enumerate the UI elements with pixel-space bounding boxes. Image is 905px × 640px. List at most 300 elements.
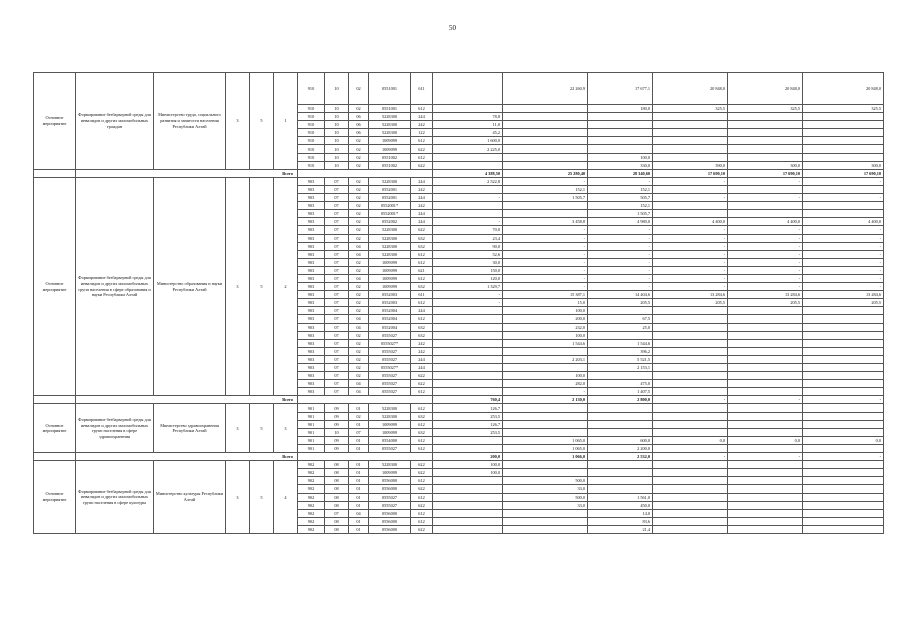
- value-cell-year-2: 1 065,0: [503, 436, 588, 444]
- value-cell-year-3: [588, 129, 653, 137]
- table-row: [34, 461, 884, 469]
- grbs-cell: 901: [298, 404, 325, 412]
- subsection-cell: 02: [349, 145, 369, 153]
- grbs-cell: 910: [298, 153, 325, 161]
- expense-type-cell: 612: [411, 444, 433, 452]
- expense-type-cell: 242: [411, 185, 433, 193]
- target-article-cell: 0552001*: [369, 202, 411, 210]
- value-cell-year-3: 396,2: [588, 347, 653, 355]
- subsection-cell: 02: [349, 347, 369, 355]
- subprogram-code-cell: 5: [250, 177, 274, 396]
- value-cell-year-1: [433, 323, 503, 331]
- value-cell-year-4: [653, 420, 728, 428]
- expense-type-cell: 622: [411, 380, 433, 388]
- target-article-cell: 5228300: [369, 412, 411, 420]
- expense-type-cell: 244: [411, 177, 433, 185]
- value-cell-year-5: [728, 315, 803, 323]
- value-cell-year-1: [433, 436, 503, 444]
- target-article-cell: 0555027*: [369, 364, 411, 372]
- value-cell-year-5: [728, 202, 803, 210]
- measure-code-cell: 3: [274, 404, 298, 453]
- value-cell-year-4: [653, 493, 728, 501]
- value-cell-year-2: 1 544,6: [503, 339, 588, 347]
- value-cell-year-3: 600,0: [588, 436, 653, 444]
- value-cell-year-2: -: [503, 266, 588, 274]
- subsection-cell: 02: [349, 210, 369, 218]
- value-cell-year-3: [588, 420, 653, 428]
- section-cell: 07: [325, 509, 349, 517]
- section-cell: 09: [325, 436, 349, 444]
- subsection-cell: 02: [349, 364, 369, 372]
- target-article-cell: 5228300: [369, 234, 411, 242]
- target-article-cell: 1009099: [369, 428, 411, 436]
- value-cell-year-2: 500,0: [503, 493, 588, 501]
- value-cell-year-1: 253,5: [433, 428, 503, 436]
- value-cell-year-1: 30,0: [433, 258, 503, 266]
- target-article-cell: 1009099: [369, 283, 411, 291]
- expense-type-cell: 612: [411, 315, 433, 323]
- section-cell: 07: [325, 355, 349, 363]
- total-value-year-2: 1 066,0: [503, 453, 588, 461]
- value-cell-year-1: 1 329,7: [433, 283, 503, 291]
- total-label: Всего: [76, 396, 298, 404]
- target-article-cell: 5228300: [369, 226, 411, 234]
- value-cell-year-6: [803, 347, 884, 355]
- value-cell-year-1: [433, 517, 503, 525]
- value-cell-year-5: -: [728, 177, 803, 185]
- total-value-year-1: 200,0: [433, 453, 503, 461]
- value-cell-year-5: [728, 339, 803, 347]
- grbs-cell: 903: [298, 274, 325, 282]
- value-cell-year-3: -: [588, 234, 653, 242]
- value-cell-year-6: [803, 428, 884, 436]
- subsection-cell: 02: [349, 194, 369, 202]
- subsection-cell: 02: [349, 291, 369, 299]
- value-cell-year-4: [653, 364, 728, 372]
- value-cell-year-5: [728, 307, 803, 315]
- target-article-cell: 0555027: [369, 444, 411, 452]
- value-cell-year-1: [433, 347, 503, 355]
- value-cell-year-4: [653, 315, 728, 323]
- target-article-cell: 0552002: [369, 218, 411, 226]
- value-cell-year-4: -: [653, 266, 728, 274]
- value-cell-year-4: [653, 339, 728, 347]
- value-cell-year-2: [503, 509, 588, 517]
- section-cell: 07: [325, 234, 349, 242]
- subsection-cell: 02: [349, 234, 369, 242]
- value-cell-year-2: [503, 412, 588, 420]
- value-cell-year-1: 120,0: [433, 274, 503, 282]
- grbs-cell: 910: [298, 129, 325, 137]
- subsection-cell: 02: [349, 226, 369, 234]
- value-cell-year-4: [653, 461, 728, 469]
- value-cell-year-5: [728, 388, 803, 396]
- expense-type-cell: 632: [411, 242, 433, 250]
- value-cell-year-2: 3 458,8: [503, 218, 588, 226]
- value-cell-year-2: [503, 145, 588, 153]
- target-article-cell: 0551002: [369, 161, 411, 169]
- value-cell-year-1: [433, 73, 503, 105]
- program-code-cell: 3: [226, 461, 250, 534]
- value-cell-year-4: 20 848,0: [653, 73, 728, 105]
- grbs-cell: 903: [298, 347, 325, 355]
- target-article-cell: 0556000: [369, 517, 411, 525]
- value-cell-year-1: [433, 307, 503, 315]
- section-cell: 07: [325, 194, 349, 202]
- value-cell-year-6: [803, 461, 884, 469]
- target-article-cell: 0555027: [369, 388, 411, 396]
- value-cell-year-3: 21,4: [588, 525, 653, 533]
- expense-type-cell: 244: [411, 210, 433, 218]
- value-cell-year-5: -: [728, 234, 803, 242]
- grbs-cell: 903: [298, 331, 325, 339]
- target-article-cell: 5228300: [369, 113, 411, 121]
- value-cell-year-2: [503, 161, 588, 169]
- value-cell-year-6: -: [803, 258, 884, 266]
- target-article-cell: 0552001*: [369, 210, 411, 218]
- value-cell-year-2: -: [503, 250, 588, 258]
- grbs-cell: 903: [298, 218, 325, 226]
- subprogram-code-cell: 5: [250, 73, 274, 170]
- value-cell-year-4: [653, 388, 728, 396]
- value-cell-year-6: [803, 501, 884, 509]
- value-cell-year-1: [433, 355, 503, 363]
- value-cell-year-2: 100,0: [503, 307, 588, 315]
- value-cell-year-5: -: [728, 283, 803, 291]
- program-code-cell: 3: [226, 73, 250, 170]
- target-article-cell: 5228300: [369, 250, 411, 258]
- value-cell-year-1: [433, 372, 503, 380]
- target-article-cell: 0551002: [369, 153, 411, 161]
- value-cell-year-3: [588, 137, 653, 145]
- grbs-cell: 903: [298, 234, 325, 242]
- table-row: [34, 73, 884, 105]
- target-article-cell: 5228300: [369, 177, 411, 185]
- value-cell-year-1: [433, 161, 503, 169]
- grbs-cell: 910: [298, 105, 325, 113]
- value-cell-year-1: 90,0: [433, 242, 503, 250]
- ministry-cell: Министерство культуры Республики Алтай: [154, 461, 226, 534]
- value-cell-year-5: [728, 485, 803, 493]
- total-value-year-6: 17 690,10: [803, 169, 884, 177]
- value-cell-year-3: [588, 145, 653, 153]
- value-cell-year-4: [653, 372, 728, 380]
- value-cell-year-6: [803, 404, 884, 412]
- value-cell-year-1: [433, 339, 503, 347]
- value-cell-year-2: [503, 202, 588, 210]
- ministry-cell: Министерство здравоохранения Республики Алтай: [154, 404, 226, 453]
- expense-type-cell: 612: [411, 250, 433, 258]
- value-cell-year-4: [653, 347, 728, 355]
- subsection-cell: 01: [349, 525, 369, 533]
- section-cell: 07: [325, 250, 349, 258]
- section-cell: 07: [325, 202, 349, 210]
- value-cell-year-3: [588, 113, 653, 121]
- target-article-cell: 0552004: [369, 307, 411, 315]
- total-spacer-codes: [298, 453, 433, 461]
- value-cell-year-5: 13 284,6: [728, 291, 803, 299]
- value-cell-year-2: [503, 420, 588, 428]
- subsection-cell: 06: [349, 113, 369, 121]
- value-cell-year-6: [803, 525, 884, 533]
- value-cell-year-4: 325,5: [653, 105, 728, 113]
- value-cell-year-6: -: [803, 283, 884, 291]
- value-cell-year-2: -: [503, 258, 588, 266]
- value-cell-year-5: -: [728, 194, 803, 202]
- target-article-cell: 0556000: [369, 485, 411, 493]
- expense-type-cell: 622: [411, 461, 433, 469]
- value-cell-year-3: 1 407,5: [588, 388, 653, 396]
- value-cell-year-5: [728, 355, 803, 363]
- grbs-cell: 903: [298, 194, 325, 202]
- section-cell: 07: [325, 226, 349, 234]
- value-cell-year-1: 100,0: [433, 461, 503, 469]
- value-cell-year-4: 205,5: [653, 299, 728, 307]
- section-cell: 09: [325, 404, 349, 412]
- measure-type-cell: Основное мероприятие: [34, 461, 76, 534]
- value-cell-year-4: [653, 501, 728, 509]
- grbs-cell: 903: [298, 372, 325, 380]
- grbs-cell: 903: [298, 339, 325, 347]
- value-cell-year-4: [653, 412, 728, 420]
- value-cell-year-3: 4 980,0: [588, 218, 653, 226]
- value-cell-year-5: [728, 153, 803, 161]
- grbs-cell: 902: [298, 501, 325, 509]
- target-article-cell: 0552003: [369, 299, 411, 307]
- value-cell-year-4: 13 284,6: [653, 291, 728, 299]
- value-cell-year-5: [728, 121, 803, 129]
- grbs-cell: 902: [298, 485, 325, 493]
- value-cell-year-3: 2 200,0: [588, 444, 653, 452]
- value-cell-year-6: [803, 355, 884, 363]
- value-cell-year-2: 33,0: [503, 501, 588, 509]
- grbs-cell: 903: [298, 355, 325, 363]
- subsection-cell: 01: [349, 461, 369, 469]
- expense-type-cell: 612: [411, 105, 433, 113]
- grbs-cell: 910: [298, 121, 325, 129]
- value-cell-year-5: [728, 364, 803, 372]
- value-cell-year-6: [803, 517, 884, 525]
- grbs-cell: 901: [298, 444, 325, 452]
- value-cell-year-2: [503, 105, 588, 113]
- grbs-cell: 902: [298, 517, 325, 525]
- value-cell-year-3: 2 153,1: [588, 364, 653, 372]
- subsection-cell: 02: [349, 412, 369, 420]
- value-cell-year-5: [728, 517, 803, 525]
- subsection-cell: 01: [349, 436, 369, 444]
- value-cell-year-6: [803, 113, 884, 121]
- value-cell-year-2: [503, 517, 588, 525]
- value-cell-year-2: 152,1: [503, 185, 588, 193]
- grbs-cell: 903: [298, 380, 325, 388]
- value-cell-year-4: [653, 428, 728, 436]
- subsection-cell: 06: [349, 121, 369, 129]
- expense-type-cell: 632: [411, 428, 433, 436]
- value-cell-year-2: 100,0: [503, 372, 588, 380]
- subsection-cell: 01: [349, 404, 369, 412]
- target-article-cell: 0556000: [369, 509, 411, 517]
- value-cell-year-6: [803, 137, 884, 145]
- section-cell: 08: [325, 477, 349, 485]
- expense-type-cell: 242: [411, 347, 433, 355]
- value-cell-year-3: 1 505,7: [588, 210, 653, 218]
- value-cell-year-3: [588, 412, 653, 420]
- value-cell-year-1: -: [433, 291, 503, 299]
- section-cell: 10: [325, 153, 349, 161]
- expense-type-cell: 612: [411, 388, 433, 396]
- value-cell-year-1: 11,0: [433, 121, 503, 129]
- value-cell-year-3: -: [588, 258, 653, 266]
- value-cell-year-4: [653, 153, 728, 161]
- section-cell: 07: [325, 242, 349, 250]
- value-cell-year-5: 205,5: [728, 299, 803, 307]
- section-cell: 10: [325, 121, 349, 129]
- expense-type-cell: 244: [411, 113, 433, 121]
- value-cell-year-1: 2 522,8: [433, 177, 503, 185]
- value-cell-year-4: 4 400,0: [653, 218, 728, 226]
- section-cell: 10: [325, 145, 349, 153]
- target-article-cell: 5228300: [369, 404, 411, 412]
- value-cell-year-4: 0,0: [653, 436, 728, 444]
- target-article-cell: 0552001: [369, 185, 411, 193]
- value-cell-year-1: [433, 380, 503, 388]
- subsection-cell: 02: [349, 161, 369, 169]
- expense-type-cell: 612: [411, 153, 433, 161]
- value-cell-year-4: [653, 355, 728, 363]
- value-cell-year-2: 232,0: [503, 323, 588, 331]
- target-article-cell: 0555027: [369, 372, 411, 380]
- value-cell-year-5: [728, 185, 803, 193]
- grbs-cell: 902: [298, 509, 325, 517]
- value-cell-year-1: [433, 202, 503, 210]
- value-cell-year-3: 450,0: [588, 501, 653, 509]
- value-cell-year-4: [653, 185, 728, 193]
- measure-code-cell: 1: [274, 73, 298, 170]
- subsection-cell: 02: [349, 283, 369, 291]
- value-cell-year-2: [503, 129, 588, 137]
- section-cell: 09: [325, 420, 349, 428]
- target-article-cell: 0555027: [369, 493, 411, 501]
- value-cell-year-6: [803, 315, 884, 323]
- measure-type-cell: Основное мероприятие: [34, 73, 76, 170]
- value-cell-year-1: 1 600,0: [433, 137, 503, 145]
- value-cell-year-1: 100,0: [433, 469, 503, 477]
- value-cell-year-5: -: [728, 258, 803, 266]
- subsection-cell: 04: [349, 274, 369, 282]
- target-article-cell: 1009099: [369, 266, 411, 274]
- value-cell-year-2: 2 203,1: [503, 355, 588, 363]
- value-cell-year-2: 15 387,1: [503, 291, 588, 299]
- measure-description-cell: Формирование безбарьерной среды для инвалидов и других маломобильных групп населения в сфере образования и науки Республики Алтай: [76, 177, 154, 396]
- expense-type-cell: 622: [411, 161, 433, 169]
- value-cell-year-5: [728, 380, 803, 388]
- value-cell-year-2: -: [503, 388, 588, 396]
- value-cell-year-5: [728, 444, 803, 452]
- value-cell-year-3: -: [588, 177, 653, 185]
- value-cell-year-4: [653, 517, 728, 525]
- section-cell: 07: [325, 331, 349, 339]
- subsection-cell: 02: [349, 372, 369, 380]
- value-cell-year-2: [503, 404, 588, 412]
- value-cell-year-3: 205,5: [588, 299, 653, 307]
- grbs-cell: 903: [298, 177, 325, 185]
- value-cell-year-6: [803, 380, 884, 388]
- target-article-cell: 0554000: [369, 436, 411, 444]
- value-cell-year-1: [433, 331, 503, 339]
- target-article-cell: 0551001: [369, 105, 411, 113]
- value-cell-year-4: [653, 307, 728, 315]
- value-cell-year-6: [803, 485, 884, 493]
- total-value-year-6: -: [803, 453, 884, 461]
- target-article-cell: 0552004: [369, 315, 411, 323]
- value-cell-year-2: 500,0: [503, 477, 588, 485]
- value-cell-year-5: 20 848,0: [728, 73, 803, 105]
- expense-type-cell: 632: [411, 234, 433, 242]
- value-cell-year-4: 390,0: [653, 161, 728, 169]
- expense-type-cell: 622: [411, 372, 433, 380]
- total-value-year-3: 2 532,0: [588, 453, 653, 461]
- value-cell-year-2: 200,0: [503, 315, 588, 323]
- value-cell-year-3: -: [588, 283, 653, 291]
- total-spacer-left: [34, 396, 76, 404]
- expense-type-cell: 621: [411, 266, 433, 274]
- section-cell: 07: [325, 372, 349, 380]
- target-article-cell: 1009099: [369, 137, 411, 145]
- value-cell-year-4: [653, 137, 728, 145]
- total-value-year-2: 25 280,40: [503, 169, 588, 177]
- section-cell: 08: [325, 501, 349, 509]
- value-cell-year-1: [433, 509, 503, 517]
- section-cell: 09: [325, 412, 349, 420]
- value-cell-year-2: -: [503, 226, 588, 234]
- expense-type-cell: 622: [411, 145, 433, 153]
- value-cell-year-3: -: [588, 242, 653, 250]
- value-cell-year-4: -: [653, 283, 728, 291]
- value-cell-year-6: [803, 364, 884, 372]
- value-cell-year-6: 13 284,6: [803, 291, 884, 299]
- target-article-cell: 0552004: [369, 323, 411, 331]
- total-value-year-4: -: [653, 453, 728, 461]
- total-value-year-6: -: [803, 396, 884, 404]
- section-cell: 07: [325, 388, 349, 396]
- value-cell-year-5: [728, 461, 803, 469]
- grbs-cell: 901: [298, 436, 325, 444]
- value-cell-year-2: 15,0: [503, 299, 588, 307]
- value-cell-year-2: [503, 153, 588, 161]
- subprogram-code-cell: 5: [250, 404, 274, 453]
- section-cell: 10: [325, 428, 349, 436]
- section-cell: 07: [325, 323, 349, 331]
- expense-type-cell: 612: [411, 493, 433, 501]
- section-cell: 10: [325, 105, 349, 113]
- total-row: [34, 169, 884, 177]
- value-cell-year-1: 253,5: [433, 412, 503, 420]
- expense-type-cell: 612: [411, 274, 433, 282]
- subsection-cell: 02: [349, 355, 369, 363]
- value-cell-year-4: [653, 444, 728, 452]
- value-cell-year-3: 152,1: [588, 202, 653, 210]
- ministry-cell: Министерство труда, социального развития и занятости населения Республики Алтай: [154, 73, 226, 170]
- value-cell-year-3: 330,0: [588, 161, 653, 169]
- value-cell-year-1: [433, 477, 503, 485]
- value-cell-year-1: [433, 210, 503, 218]
- expense-type-cell: 622: [411, 469, 433, 477]
- value-cell-year-1: [433, 153, 503, 161]
- table-row: [34, 177, 884, 185]
- section-cell: 07: [325, 210, 349, 218]
- value-cell-year-5: 0,0: [728, 436, 803, 444]
- value-cell-year-5: [728, 347, 803, 355]
